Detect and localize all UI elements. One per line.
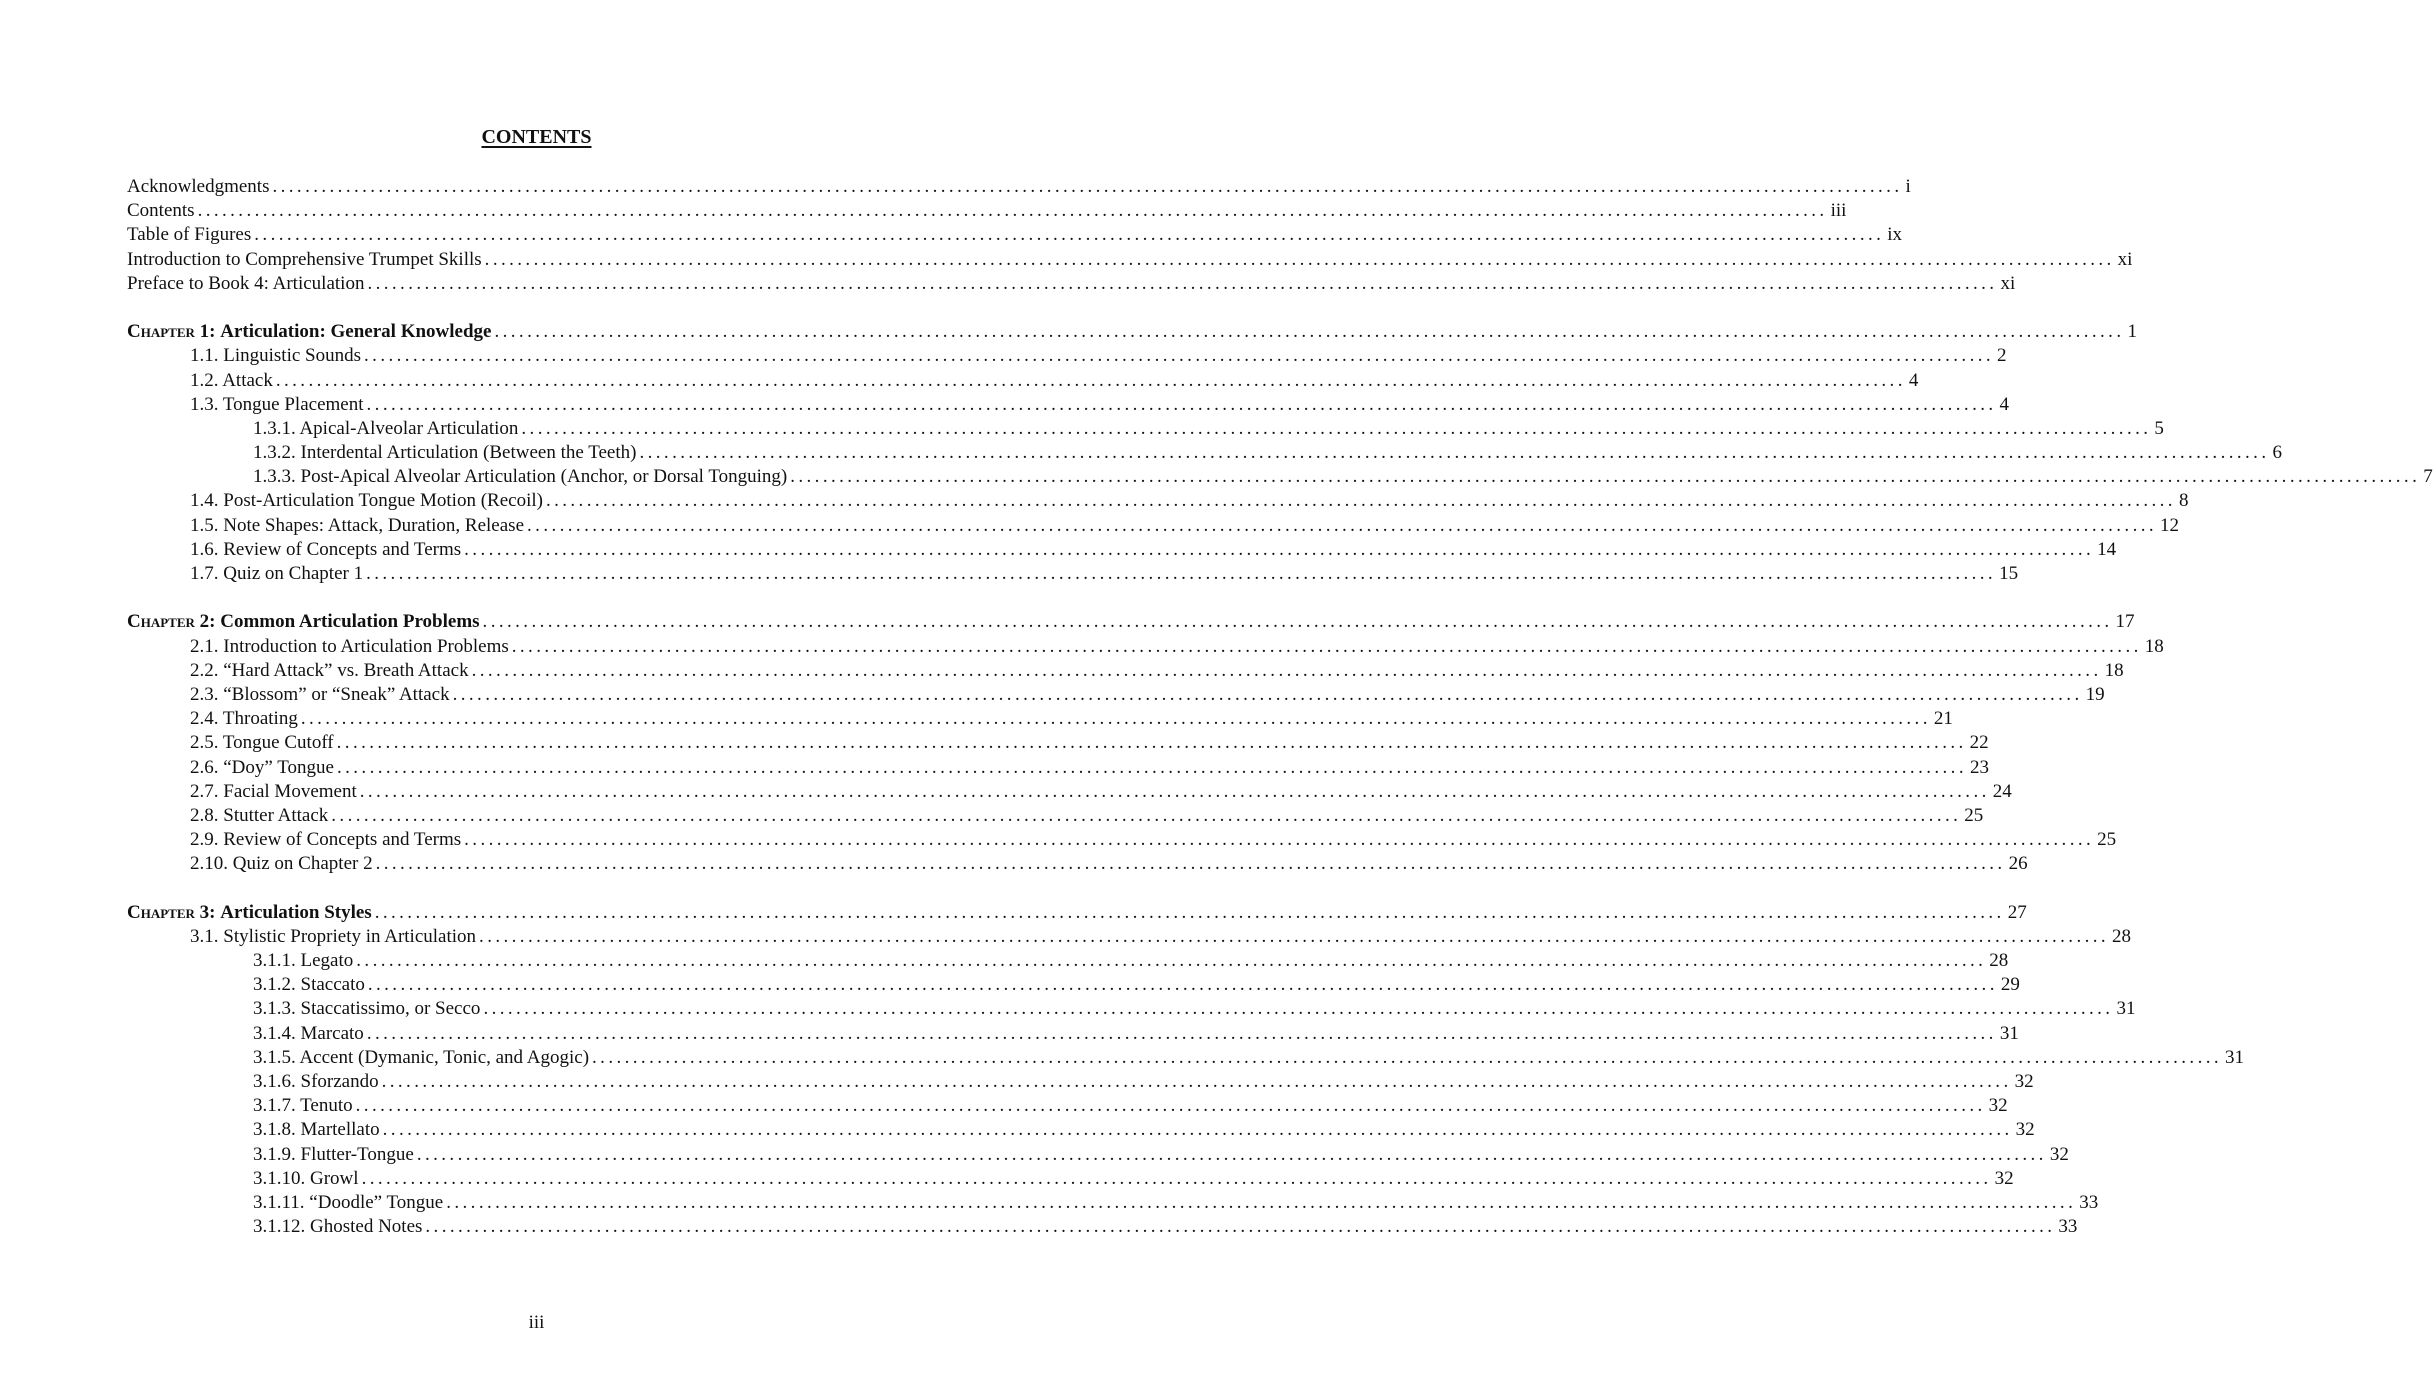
toc-entry[interactable]	[127, 538, 2117, 562]
toc-entry[interactable]	[127, 635, 2164, 659]
toc-page-number: 1	[2127, 321, 2137, 343]
dot-leader: ........................................................................................................................................................................................................	[790, 466, 2421, 488]
toc-entry-title: 3.1.8. Martellato	[253, 1119, 380, 1141]
dot-leader: ........................................................................................................................................................................................................	[479, 925, 2110, 947]
toc-entry-title: 1.3. Tongue Placement	[190, 393, 364, 415]
toc-entry-title	[127, 901, 372, 925]
toc-entry-title: 1.1. Linguistic Sounds	[190, 345, 362, 367]
toc-entry-title: 1.3.1. Apical-Alveolar Articulation	[253, 417, 519, 439]
toc-entry-title: 3.1.12. Ghosted Notes	[253, 1216, 423, 1238]
section-spacer	[127, 296, 947, 320]
toc-page-number: iii	[1830, 200, 1847, 222]
toc-page-number: 14	[2097, 538, 2117, 560]
toc-entry-title: 3.1.11. “Doodle” Tongue	[253, 1191, 444, 1213]
toc-page-number: 26	[2008, 853, 2028, 875]
section-spacer	[127, 586, 947, 610]
dot-leader: ........................................................................................................................................................................................................	[364, 345, 1995, 367]
toc-page-number: 4	[1999, 393, 2010, 415]
toc-entry[interactable]	[127, 175, 1911, 199]
dot-leader: ........................................................................................................................................................................................................	[464, 829, 2095, 851]
dot-leader: ........................................................................................................................................................................................................	[336, 732, 1967, 754]
toc-entry[interactable]	[127, 417, 2164, 441]
toc-entry-title: Preface to Book 4: Articulation	[127, 272, 365, 294]
toc-entry[interactable]	[127, 441, 2282, 465]
toc-page-number: 29	[2000, 974, 2020, 996]
dot-leader: ........................................................................................................................................................................................................	[367, 272, 1998, 294]
toc-entry[interactable]	[127, 369, 1919, 393]
toc-page-number: 24	[1992, 780, 2012, 802]
dot-leader: ........................................................................................................................................................................................................	[639, 442, 2270, 464]
toc-page-number: 2	[1997, 345, 2007, 367]
toc-entry-title: 3.1. Stylistic Propriety in Articulation	[190, 925, 477, 947]
dot-leader: ........................................................................................................................................................................................................	[374, 901, 2005, 923]
dot-leader: ........................................................................................................................................................................................................	[381, 1070, 2012, 1092]
dot-leader: ........................................................................................................................................................................................................	[521, 417, 2152, 439]
toc-entry-title: 2.7. Facial Movement	[190, 780, 357, 802]
toc-page-number: 25	[2097, 829, 2117, 851]
dot-leader: ........................................................................................................................................................................................................	[494, 321, 2125, 343]
toc-entry-title	[127, 610, 480, 634]
toc-chapter-entry[interactable]	[127, 320, 2137, 344]
toc-entry-title: 2.5. Tongue Cutoff	[190, 732, 334, 754]
toc-entry[interactable]	[127, 344, 2007, 368]
toc-page-number: 28	[2112, 925, 2132, 947]
dot-leader: ........................................................................................................................................................................................................	[331, 804, 1962, 826]
toc-chapter-entry[interactable]	[127, 901, 2027, 925]
dot-leader: ........................................................................................................................................................................................................	[366, 393, 1997, 415]
toc-entry-title: 2.2. “Hard Attack” vs. Breath Attack	[190, 659, 469, 681]
toc-entry[interactable]	[127, 1118, 2035, 1142]
toc-entry-title: 3.1.4. Marcato	[253, 1022, 364, 1044]
dot-leader: ........................................................................................................................................................................................................	[416, 1143, 2047, 1165]
toc-entry-title: Introduction to Comprehensive Trumpet Skills	[127, 248, 482, 270]
toc-entry[interactable]	[127, 1046, 2245, 1070]
toc-entry[interactable]	[127, 804, 1984, 828]
dot-leader: ........................................................................................................................................................................................................	[366, 563, 1997, 584]
toc-page-number: xi	[2000, 272, 2016, 294]
toc-entry-title: 1.3.3. Post-Apical Alveolar Articulation (Anchor, or Dorsal Tonguing)	[253, 466, 788, 488]
dot-leader: ........................................................................................................................................................................................................	[482, 611, 2113, 633]
toc-entry[interactable]	[127, 756, 1989, 780]
chapter-number: Chapter 3:	[127, 901, 216, 923]
toc-entry[interactable]	[127, 1143, 2069, 1167]
toc-page-number: 17	[2115, 611, 2135, 633]
toc-entry[interactable]	[127, 925, 2132, 949]
toc-entry[interactable]	[127, 1070, 2034, 1094]
toc-page-number: 32	[2049, 1143, 2069, 1165]
toc-entry-title: 2.1. Introduction to Articulation Problems	[190, 635, 509, 657]
dot-leader: ........................................................................................................................................................................................................	[254, 224, 1885, 246]
toc-entry-title: 1.7. Quiz on Chapter 1	[190, 563, 364, 584]
toc-page-number: 12	[2160, 514, 2180, 536]
toc-page-number: 31	[1999, 1022, 2019, 1044]
section-spacer	[127, 876, 947, 900]
toc-entry-title: 1.6. Review of Concepts and Terms	[190, 538, 462, 560]
dot-leader: ........................................................................................................................................................................................................	[471, 659, 2102, 681]
toc-entry[interactable]	[127, 199, 1847, 223]
toc-entry[interactable]	[127, 1191, 2099, 1215]
dot-leader: ........................................................................................................................................................................................................	[275, 369, 1906, 391]
toc-page-number: 25	[1964, 804, 1984, 826]
toc-page-number: 22	[1969, 732, 1989, 754]
dot-leader: ........................................................................................................................................................................................................	[484, 248, 2115, 270]
chapter-title: Common Articulation Problems	[220, 611, 480, 633]
toc-entry-title: 3.1.3. Staccatissimo, or Secco	[253, 998, 481, 1020]
toc-page-number: ix	[1887, 224, 1903, 246]
dot-leader: ........................................................................................................................................................................................................	[361, 1167, 1992, 1189]
toc-entry[interactable]	[127, 489, 2189, 513]
toc-chapter-entry[interactable]	[127, 610, 2135, 634]
toc-page-number: xi	[2117, 248, 2133, 270]
dot-leader: ........................................................................................................................................................................................................	[366, 1022, 1997, 1044]
toc-entry[interactable]	[127, 852, 2028, 876]
dot-leader: ........................................................................................................................................................................................................	[359, 780, 1990, 802]
dot-leader: ........................................................................................................................................................................................................	[527, 514, 2158, 536]
toc-entry[interactable]	[127, 1022, 2019, 1046]
toc-entry-title: 2.8. Stutter Attack	[190, 804, 329, 826]
chapter-title: Articulation: General Knowledge	[220, 321, 492, 343]
toc-entry-title: 1.4. Post-Articulation Tongue Motion (Recoil)	[190, 490, 543, 512]
toc-page-number: 32	[2015, 1119, 2035, 1141]
chapter-number: Chapter 1:	[127, 321, 216, 343]
toc-entry-title: 3.1.10. Growl	[253, 1167, 359, 1189]
toc-entry-title: 3.1.1. Legato	[253, 950, 354, 971]
toc-page-number: 32	[1994, 1167, 2014, 1189]
toc-entry-title: 2.3. “Blossom” or “Sneak” Attack	[190, 683, 450, 705]
toc-page-number: 18	[2104, 659, 2124, 681]
dot-leader: ........................................................................................................................................................................................................	[300, 708, 1931, 730]
dot-leader: ........................................................................................................................................................................................................	[272, 176, 1903, 197]
toc-entry-title	[127, 320, 491, 344]
dot-leader: ........................................................................................................................................................................................................	[452, 683, 2083, 705]
dot-leader: ........................................................................................................................................................................................................	[356, 950, 1987, 971]
toc-page-number: 23	[1969, 756, 1989, 778]
toc-page-number: 19	[2085, 683, 2105, 705]
toc-entry[interactable]	[127, 1094, 2008, 1118]
chapter-number: Chapter 2:	[127, 611, 216, 633]
toc-entry-title: 1.2. Attack	[190, 369, 273, 391]
dot-leader: ........................................................................................................................................................................................................	[355, 1095, 1986, 1117]
dot-leader: ........................................................................................................................................................................................................	[197, 200, 1828, 222]
toc-entry[interactable]	[127, 973, 2020, 997]
toc-entry[interactable]	[127, 223, 1903, 247]
dot-leader: ........................................................................................................................................................................................................	[382, 1119, 2013, 1141]
toc-entry-title: Contents	[127, 200, 195, 222]
toc-entry-title: Acknowledgments	[127, 176, 270, 197]
toc-entry-title: 1.3.2. Interdental Articulation (Between the Teeth)	[253, 442, 637, 464]
toc-entry-title: Table of Figures	[127, 224, 252, 246]
dot-leader: ........................................................................................................................................................................................................	[483, 998, 2114, 1020]
dot-leader: ........................................................................................................................................................................................................	[511, 635, 2142, 657]
toc-entry-title: 3.1.7. Tenuto	[253, 1095, 353, 1117]
toc-page-number: 27	[2007, 901, 2027, 923]
toc-page-number: 33	[2079, 1191, 2099, 1213]
toc-entry[interactable]	[127, 659, 2124, 683]
toc-entry-title: 1.5. Note Shapes: Attack, Duration, Release	[190, 514, 525, 536]
toc-entry-title: 3.1.5. Accent (Dymanic, Tonic, and Agogic)	[253, 1046, 590, 1068]
toc-page-number: 21	[1933, 708, 1953, 730]
toc-entry[interactable]	[127, 393, 2010, 417]
page-title: CONTENTS	[481, 126, 592, 148]
toc-page-number: 31	[2225, 1046, 2245, 1068]
toc-entry-title: 3.1.9. Flutter-Tongue	[253, 1143, 414, 1165]
toc-page-number: 4	[1908, 369, 1919, 391]
toc-entry-title: 2.6. “Doy” Tongue	[190, 756, 334, 778]
toc-entry[interactable]	[127, 248, 2133, 272]
toc-page-number: i	[1905, 176, 1911, 197]
toc-entry-title: 2.9. Review of Concepts and Terms	[190, 829, 462, 851]
dot-leader: ........................................................................................................................................................................................................	[367, 974, 1998, 996]
toc-entry[interactable]	[127, 1167, 2014, 1191]
toc-entry-title: 3.1.2. Staccato	[253, 974, 365, 996]
dot-leader: ........................................................................................................................................................................................................	[464, 538, 2095, 560]
toc-entry-title: 2.4. Throating	[190, 708, 298, 730]
toc-page-number: 8	[2178, 490, 2189, 512]
dot-leader: ........................................................................................................................................................................................................	[375, 853, 2006, 875]
dot-leader: ........................................................................................................................................................................................................	[446, 1191, 2077, 1213]
toc-page-number: 5	[2154, 417, 2164, 439]
toc-page-number: 6	[2272, 442, 2282, 464]
toc-entry[interactable]	[127, 828, 2117, 852]
toc-entry-title: 3.1.6. Sforzando	[253, 1070, 379, 1092]
dot-leader: ........................................................................................................................................................................................................	[592, 1046, 2223, 1068]
page-number: iii	[528, 1312, 545, 1333]
toc-page-number: 18	[2144, 635, 2164, 657]
toc-page-number: 7	[2423, 466, 2433, 488]
toc-entry[interactable]	[127, 514, 2180, 538]
toc-entry[interactable]	[127, 949, 2009, 973]
toc-entry-title: 2.10. Quiz on Chapter 2	[190, 853, 373, 875]
dot-leader: ........................................................................................................................................................................................................	[545, 490, 2176, 512]
dot-leader: ........................................................................................................................................................................................................	[425, 1216, 2056, 1238]
toc-entry[interactable]	[127, 731, 1989, 755]
toc-entry[interactable]	[127, 272, 2016, 296]
toc-entry[interactable]	[127, 562, 2019, 586]
toc-entry[interactable]	[127, 780, 2012, 804]
toc-page-number: 32	[1988, 1095, 2008, 1117]
toc-page-number: 31	[2116, 998, 2136, 1020]
toc-page-number: 33	[2058, 1216, 2078, 1238]
toc-entry[interactable]	[127, 465, 2433, 489]
dot-leader: ........................................................................................................................................................................................................	[336, 756, 1967, 778]
toc-entry[interactable]	[127, 683, 2105, 707]
toc-entry[interactable]	[127, 1215, 2078, 1239]
toc-entry[interactable]	[127, 707, 1953, 731]
toc-page-number: 15	[1999, 563, 2019, 584]
toc-page-number: 32	[2014, 1070, 2034, 1092]
table-of-contents	[127, 175, 2433, 1239]
toc-page-number: 28	[1989, 950, 2009, 971]
toc-entry[interactable]	[127, 997, 2136, 1021]
chapter-title: Articulation Styles	[220, 901, 372, 923]
